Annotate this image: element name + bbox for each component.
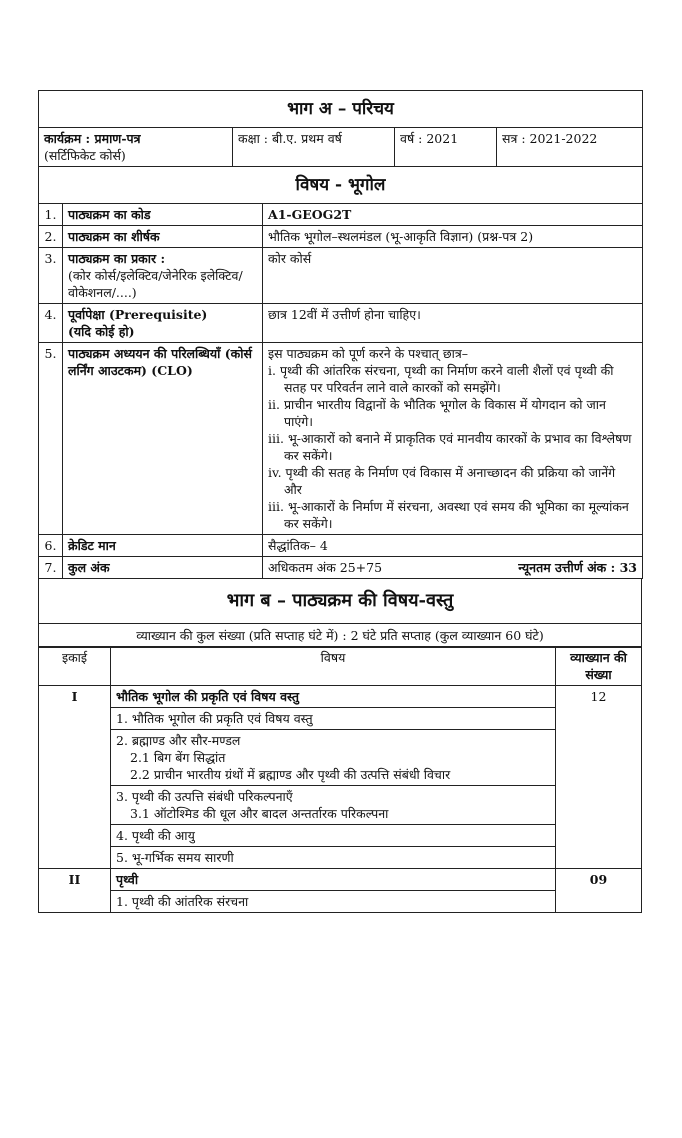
lecture-count: 09 — [556, 869, 642, 913]
list-item: iv. पृथ्वी की सतह के निर्माण एवं विकास में अनाच्छादन की प्रक्रिया को जानेंगे और — [268, 465, 616, 497]
topic-line: 2.1 बिग बेंग सिद्धांत — [130, 750, 226, 765]
table-row — [39, 248, 643, 304]
col-unit-header: इकाई — [39, 647, 111, 686]
row-label: पाठ्यक्रम अध्ययन की परिलब्धियाँ (कोर्स लर्निंग आउटकम) (CLO) — [63, 343, 263, 535]
topic-item — [111, 825, 556, 847]
units-table — [38, 646, 642, 913]
row-number: 5. — [39, 343, 63, 535]
table-row — [39, 686, 642, 708]
row-label: पाठ्यक्रम का कोड — [63, 204, 263, 226]
credit-value: सैद्धांतिक– 4 — [263, 535, 643, 557]
units-header-row — [39, 647, 642, 686]
table-row — [39, 557, 643, 579]
row-number: 2. — [39, 226, 63, 248]
row-label-cell — [63, 248, 263, 304]
min-pass-marks: न्यूनतम उत्तीर्ण अंक : 33 — [518, 560, 637, 575]
table-row — [39, 825, 642, 847]
topic-item — [111, 730, 556, 786]
lecture-line: व्याख्यान की कुल संख्या (प्रति सप्ताह घंटे में) : 2 घंटे प्रति सप्ताह (कुल व्याख्यान 60 घंटे) — [39, 623, 642, 647]
clo-cell — [263, 343, 643, 535]
table-row — [39, 869, 642, 891]
class-label: कक्षा : बी.ए. प्रथम वर्ष — [233, 128, 395, 167]
table-row — [39, 204, 643, 226]
table-row — [39, 730, 642, 786]
unit-heading: पृथ्वी — [111, 869, 556, 891]
row-number: 7. — [39, 557, 63, 579]
topic-line: 1. भौतिक भूगोल की प्रकृति एवं विषय वस्तु — [116, 711, 313, 726]
col-topic-header: विषय — [111, 647, 556, 686]
topic-line: 3. पृथ्वी की उत्पत्ति संबंधी परिकल्पनाएँ — [116, 789, 293, 804]
row-number: 6. — [39, 535, 63, 557]
table-row — [39, 891, 642, 913]
max-marks: अधिकतम अंक 25+75 — [268, 560, 383, 575]
row-label: पाठ्यक्रम का शीर्षक — [63, 226, 263, 248]
program-sub: (सर्टिफिकेट कोर्स) — [44, 148, 126, 163]
unit-number: II — [39, 869, 111, 913]
course-title: भौतिक भूगोल–स्थलमंडल (भू-आकृति विज्ञान) (प्रश्न-पत्र 2) — [263, 226, 643, 248]
topic-line: 2. ब्रह्माण्ड और सौर-मण्डल — [116, 733, 241, 748]
topic-line: 2.2 प्राचीन भारतीय ग्रंथों में ब्रह्माण्ड और पृथ्वी की उत्पत्ति संबंधी विचार — [130, 767, 451, 782]
course-type: कोर कोर्स — [263, 248, 643, 304]
table-row — [39, 226, 643, 248]
list-item: iii. भू-आकारों को बनाने में प्राकृतिक एवं मानवीय कारकों के प्रभाव का विश्लेषण कर सकेंगे। — [268, 431, 632, 463]
program-label: कार्यक्रम : प्रमाण-पत्र — [44, 131, 141, 146]
topic-item — [111, 786, 556, 825]
col-lectures-header: व्याख्यान की संख्या — [556, 647, 642, 686]
list-item: i. पृथ्वी की आंतरिक संरचना, पृथ्वी का निर्माण करने वाली शैलों एवं पृथ्वी की सतह पर परिवर्तन लाने वाले कारकों को समझेंगे। — [268, 363, 614, 395]
lecture-count: 12 — [556, 686, 642, 869]
row-label-sub: (कोर कोर्स/इलेक्टिव/जेनेरिक इलेक्टिव/वोकेशनल/....) — [68, 268, 243, 300]
year-label: वर्ष : 2021 — [395, 128, 497, 167]
row-label: क्रेडिट मान — [63, 535, 263, 557]
unit-number: I — [39, 686, 111, 869]
syllabus-page — [38, 90, 642, 913]
unit-heading: भौतिक भूगोल की प्रकृति एवं विषय वस्तु — [111, 686, 556, 708]
prerequisite: छात्र 12वीं में उत्तीर्ण होना चाहिए। — [263, 304, 643, 343]
subject-title: विषय - भूगोल — [39, 167, 643, 204]
list-item: ii. प्राचीन भारतीय विद्वानों के भौतिक भूगोल के विकास में योगदान को जान पाएंगे। — [268, 397, 606, 429]
topic-item — [111, 891, 556, 913]
topic-line: 3.1 ऑटोश्मिड की धूल और बादल अन्तर्तारक परिकल्पना — [130, 806, 389, 821]
clo-list — [268, 362, 637, 532]
row-label: कुल अंक — [63, 557, 263, 579]
topic-item — [111, 847, 556, 869]
topic-line: 4. पृथ्वी की आयु — [116, 828, 195, 843]
row-number: 1. — [39, 204, 63, 226]
part-a-title: भाग अ – परिचय — [39, 91, 643, 128]
table-row — [39, 708, 642, 730]
topic-item — [111, 708, 556, 730]
program-cell — [39, 128, 233, 167]
part-b-title: भाग ब – पाठ्यक्रम की विषय-वस्तु — [39, 578, 642, 623]
row-number: 4. — [39, 304, 63, 343]
row-label: पाठ्यक्रम का प्रकार : — [68, 251, 166, 266]
clo-intro: इस पाठ्यक्रम को पूर्ण करने के पश्चात् छात्र– — [268, 346, 469, 361]
topic-line: 5. भू-गर्भिक समय सारणी — [116, 850, 234, 865]
part-b-header-table — [38, 578, 642, 648]
table-row — [39, 304, 643, 343]
table-row — [39, 847, 642, 869]
session-label: सत्र : 2021-2022 — [497, 128, 643, 167]
row-number: 3. — [39, 248, 63, 304]
list-item: iii. भू-आकारों के निर्माण में संरचना, अवस्था एवं समय की भूमिका का मूल्यांकन कर सकेंगे। — [268, 499, 629, 531]
table-row — [39, 535, 643, 557]
marks-cell — [263, 557, 643, 579]
table-row — [39, 786, 642, 825]
table-row — [39, 343, 643, 535]
row-label-sub: (यदि कोई हो) — [68, 324, 135, 339]
row-label-cell — [63, 304, 263, 343]
part-a-table — [38, 90, 643, 579]
topic-line: 1. पृथ्वी की आंतरिक संरचना — [116, 894, 249, 909]
row-label: पूर्वापेक्षा (Prerequisite) — [68, 307, 208, 322]
course-code: A1-GEOG2T — [263, 204, 643, 226]
